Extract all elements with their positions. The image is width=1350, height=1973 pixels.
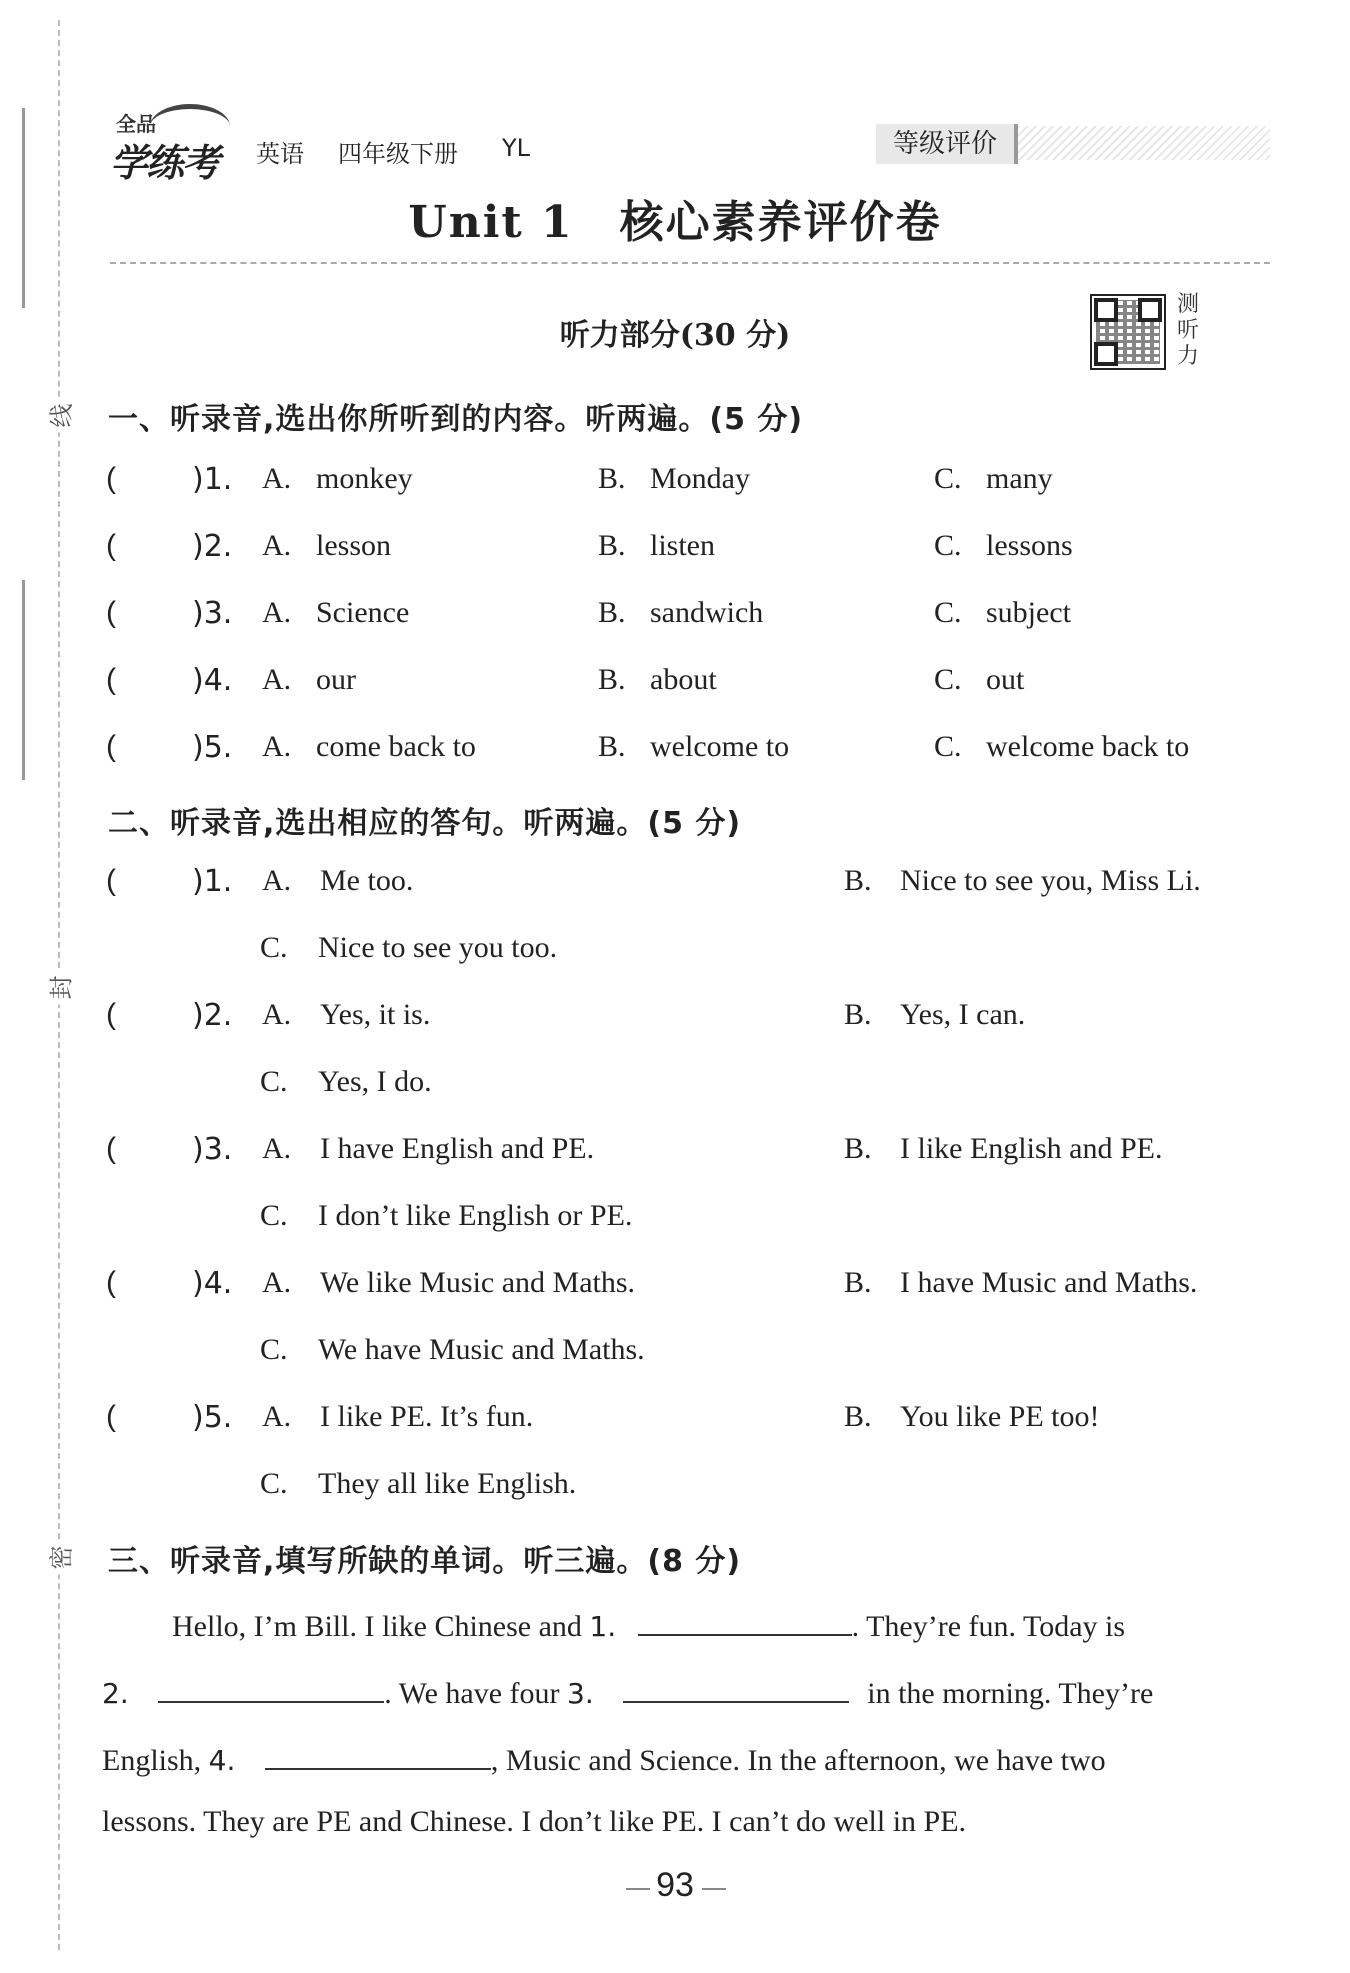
section1-heading: 一、听录音,选出你所听到的内容。听两遍。(5 分) bbox=[108, 402, 804, 437]
option-b[interactable]: listen bbox=[650, 529, 715, 562]
answer-bracket[interactable]: ( bbox=[106, 596, 116, 629]
badge-stripes bbox=[1018, 126, 1270, 160]
option-a-letter: A. bbox=[262, 1132, 292, 1165]
option-c[interactable]: lessons bbox=[986, 529, 1073, 562]
option-a-letter: A. bbox=[262, 1266, 292, 1299]
cloze-text: Hello, I’m Bill. I like Chinese and bbox=[172, 1610, 582, 1643]
margin-label-feng: 封 bbox=[42, 971, 77, 1005]
option-b[interactable]: about bbox=[650, 663, 717, 696]
qr-label-char: 听 bbox=[1176, 318, 1199, 343]
option-b[interactable]: Yes, I can. bbox=[900, 998, 1026, 1031]
listening-heading: 听力部分(30 分) bbox=[559, 318, 791, 353]
question-number: )5. bbox=[192, 1400, 233, 1435]
option-a-letter: A. bbox=[262, 998, 292, 1031]
header-divider bbox=[110, 262, 1270, 264]
option-c[interactable]: They all like English. bbox=[318, 1467, 577, 1500]
option-b-letter: B. bbox=[844, 864, 872, 897]
option-c-letter: C. bbox=[260, 1333, 288, 1366]
cloze-text: , Music and Science. In the afternoon, we have two bbox=[490, 1744, 1106, 1777]
option-b[interactable]: Monday bbox=[650, 462, 750, 495]
answer-bracket[interactable]: ( bbox=[106, 864, 116, 897]
question-number: )1. bbox=[192, 462, 233, 497]
cloze-text: . They’re fun. Today is bbox=[851, 1610, 1126, 1643]
logo-top-text: 全品 bbox=[116, 112, 156, 136]
option-b[interactable]: You like PE too! bbox=[900, 1400, 1100, 1433]
edition-label: YL bbox=[502, 134, 531, 162]
option-c[interactable]: Nice to see you too. bbox=[318, 931, 558, 964]
option-a-letter: A. bbox=[262, 596, 292, 629]
cloze-line-1 bbox=[172, 1604, 1125, 1644]
option-b-letter: B. bbox=[844, 1132, 872, 1165]
question-number: )3. bbox=[192, 596, 233, 631]
option-c[interactable]: many bbox=[986, 462, 1053, 495]
question-number: )2. bbox=[192, 529, 233, 564]
answer-bracket[interactable]: ( bbox=[106, 529, 116, 562]
cloze-line-2 bbox=[102, 1671, 1153, 1711]
option-a[interactable]: I have English and PE. bbox=[320, 1132, 595, 1165]
option-a[interactable]: monkey bbox=[316, 462, 413, 495]
option-a[interactable]: We like Music and Maths. bbox=[320, 1266, 636, 1299]
grade-label: 四年级下册 bbox=[338, 140, 458, 168]
option-c-letter: C. bbox=[934, 462, 962, 495]
option-b-letter: B. bbox=[844, 998, 872, 1031]
blank-number: 4. bbox=[208, 1744, 236, 1777]
question-number: )1. bbox=[192, 864, 233, 899]
option-c[interactable]: We have Music and Maths. bbox=[318, 1333, 645, 1366]
question-number: )4. bbox=[192, 1266, 233, 1301]
option-a-letter: A. bbox=[262, 462, 292, 495]
option-b[interactable]: Nice to see you, Miss Li. bbox=[900, 864, 1201, 897]
qr-label-char: 测 bbox=[1176, 292, 1199, 317]
blank-number: 2. bbox=[102, 1677, 129, 1710]
margin-bar bbox=[22, 580, 25, 780]
option-c-letter: C. bbox=[934, 529, 962, 562]
section2-heading: 二、听录音,选出相应的答句。听两遍。(5 分) bbox=[108, 806, 742, 841]
option-a[interactable]: Yes, it is. bbox=[320, 998, 431, 1031]
option-c[interactable]: welcome back to bbox=[986, 730, 1190, 763]
option-c[interactable]: out bbox=[986, 663, 1025, 696]
option-b[interactable]: I like English and PE. bbox=[900, 1132, 1163, 1165]
option-b-letter: B. bbox=[598, 529, 626, 562]
option-b-letter: B. bbox=[598, 730, 626, 763]
blank-3-input[interactable] bbox=[623, 1671, 849, 1703]
option-c-letter: C. bbox=[260, 1199, 288, 1232]
answer-bracket[interactable]: ( bbox=[106, 730, 116, 763]
option-c-letter: C. bbox=[934, 663, 962, 696]
answer-bracket[interactable]: ( bbox=[106, 1400, 116, 1433]
answer-bracket[interactable]: ( bbox=[106, 462, 116, 495]
option-a-letter: A. bbox=[262, 864, 292, 897]
option-a[interactable]: come back to bbox=[316, 730, 476, 763]
option-a[interactable]: Science bbox=[316, 596, 410, 629]
option-a[interactable]: lesson bbox=[316, 529, 391, 562]
option-b-letter: B. bbox=[598, 596, 626, 629]
option-a-letter: A. bbox=[262, 730, 292, 763]
blank-1-input[interactable] bbox=[638, 1604, 852, 1636]
cloze-line-3 bbox=[102, 1738, 1106, 1778]
cloze-text: . We have four bbox=[384, 1677, 560, 1710]
section3-heading: 三、听录音,填写所缺的单词。听三遍。(8 分) bbox=[108, 1544, 742, 1579]
option-c-letter: C. bbox=[260, 1065, 288, 1098]
option-a-letter: A. bbox=[262, 529, 292, 562]
option-b-letter: B. bbox=[844, 1266, 872, 1299]
option-c[interactable]: Yes, I do. bbox=[318, 1065, 432, 1098]
logo-main-text: 学练考 bbox=[110, 141, 219, 185]
option-b[interactable]: welcome to bbox=[650, 730, 790, 763]
option-b[interactable]: I have Music and Maths. bbox=[900, 1266, 1198, 1299]
blank-2-input[interactable] bbox=[158, 1671, 384, 1703]
blank-number: 1. bbox=[589, 1610, 617, 1643]
qr-label-char: 力 bbox=[1176, 344, 1199, 369]
grade-evaluation-badge: 等级评价 bbox=[876, 124, 1018, 164]
cloze-text: in the morning. They’re bbox=[867, 1677, 1154, 1710]
option-c[interactable]: I don’t like English or PE. bbox=[318, 1199, 633, 1232]
option-c-letter: C. bbox=[260, 1467, 288, 1500]
blank-number: 3. bbox=[567, 1677, 594, 1710]
margin-label-mi: 密 bbox=[42, 1541, 77, 1575]
option-c-letter: C. bbox=[260, 931, 288, 964]
option-a-letter: A. bbox=[262, 663, 292, 696]
page-number-dash bbox=[702, 1888, 726, 1890]
option-a[interactable]: Me too. bbox=[320, 864, 414, 897]
option-a-letter: A. bbox=[262, 1400, 292, 1433]
page-number: 93 bbox=[656, 1866, 694, 1904]
option-c-letter: C. bbox=[934, 596, 962, 629]
option-a[interactable]: I like PE. It’s fun. bbox=[320, 1400, 534, 1433]
answer-bracket[interactable]: ( bbox=[106, 998, 116, 1031]
answer-bracket[interactable]: ( bbox=[106, 1132, 116, 1165]
question-number: )2. bbox=[192, 998, 233, 1033]
question-number: )3. bbox=[192, 1132, 233, 1167]
cloze-line-4: lessons. They are PE and Chinese. I don’t like PE. I can’t do well in PE. bbox=[102, 1805, 967, 1838]
option-c-letter: C. bbox=[934, 730, 962, 763]
margin-label-xian: 线 bbox=[42, 399, 77, 433]
subject-label: 英语 bbox=[256, 140, 304, 168]
option-b-letter: B. bbox=[598, 663, 626, 696]
question-number: )4. bbox=[192, 663, 233, 698]
qr-code-icon[interactable] bbox=[1090, 294, 1166, 370]
blank-4-input[interactable] bbox=[265, 1738, 491, 1770]
page-title: Unit 1 核心素养评价卷 bbox=[408, 197, 942, 248]
question-number: )5. bbox=[192, 730, 233, 765]
option-b-letter: B. bbox=[844, 1400, 872, 1433]
option-b[interactable]: sandwich bbox=[650, 596, 764, 629]
cloze-text: English, bbox=[102, 1744, 202, 1777]
option-a[interactable]: our bbox=[316, 663, 356, 696]
answer-bracket[interactable]: ( bbox=[106, 663, 116, 696]
answer-bracket[interactable]: ( bbox=[106, 1266, 116, 1299]
option-c[interactable]: subject bbox=[986, 596, 1071, 629]
option-b-letter: B. bbox=[598, 462, 626, 495]
